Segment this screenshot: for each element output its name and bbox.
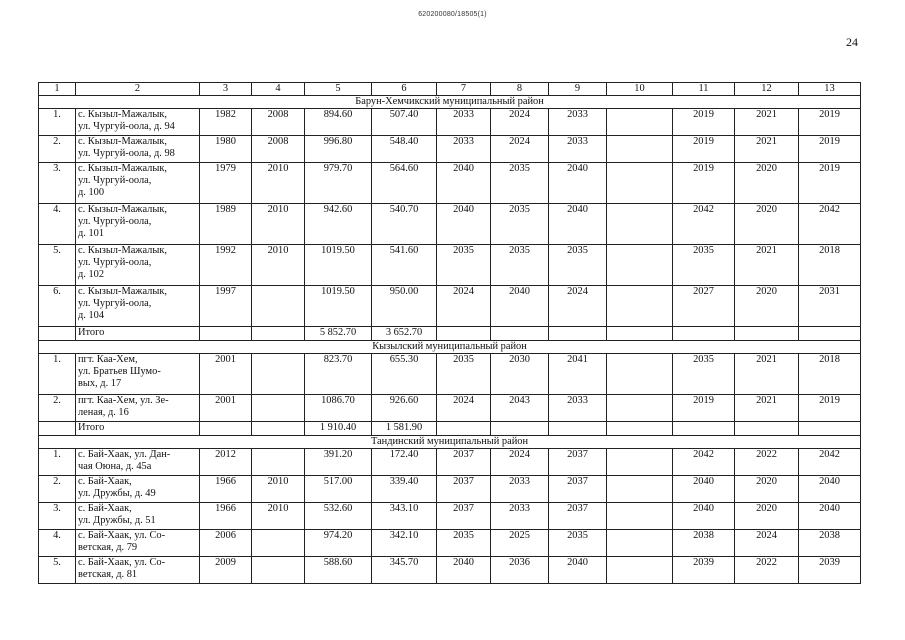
value-cell-c13: 2019 — [799, 136, 861, 163]
total-empty-cell — [39, 327, 76, 341]
value-cell-c6: 345.70 — [372, 557, 437, 584]
value-cell-c10 — [607, 136, 673, 163]
value-cell-c9: 2037 — [549, 476, 607, 503]
total-cell-c5: 5 852.70 — [305, 327, 372, 341]
total-cell-c9 — [549, 422, 607, 436]
total-empty-cell — [39, 422, 76, 436]
value-cell-c5: 517.00 — [305, 476, 372, 503]
value-cell-c8: 2024 — [491, 449, 549, 476]
section-title: Кызылский муниципальный район — [39, 341, 861, 354]
value-cell-c5: 1019.50 — [305, 286, 372, 327]
column-number-cell: 10 — [607, 83, 673, 96]
value-cell-c10 — [607, 449, 673, 476]
address-line: с. Бай-Хаак, — [78, 476, 132, 487]
value-cell-c11: 2042 — [673, 449, 735, 476]
row-number-cell: 1. — [39, 449, 76, 476]
housing-repair-table — [38, 82, 861, 584]
address-cell — [76, 109, 200, 136]
value-cell-c13: 2018 — [799, 245, 861, 286]
value-cell-c9: 2040 — [549, 204, 607, 245]
value-cell-c3: 1992 — [200, 245, 252, 286]
value-cell-c13: 2038 — [799, 530, 861, 557]
value-cell-c3: 2001 — [200, 354, 252, 395]
section-title: Тандинский муниципальный район — [39, 436, 861, 449]
value-cell-c4: 2010 — [252, 503, 305, 530]
value-cell-c12: 2020 — [735, 163, 799, 204]
value-cell-c8: 2025 — [491, 530, 549, 557]
total-cell-c11 — [673, 422, 735, 436]
address-line: ул. Дружбы, д. 49 — [78, 488, 156, 499]
address-line: с. Кызыл-Мажалык, — [78, 204, 167, 215]
value-cell-c12: 2022 — [735, 557, 799, 584]
document-id: 620200080/18505(1) — [418, 11, 487, 18]
value-cell-c8: 2043 — [491, 395, 549, 422]
total-cell-c11 — [673, 327, 735, 341]
value-cell-c3: 2001 — [200, 395, 252, 422]
address-cell — [76, 557, 200, 584]
value-cell-c8: 2024 — [491, 109, 549, 136]
row-number-cell: 3. — [39, 503, 76, 530]
value-cell-c4 — [252, 530, 305, 557]
value-cell-c4: 2010 — [252, 245, 305, 286]
column-number-cell: 4 — [252, 83, 305, 96]
value-cell-c7: 2040 — [437, 204, 491, 245]
value-cell-c4: 2010 — [252, 476, 305, 503]
table-row — [39, 204, 861, 245]
row-number-cell: 2. — [39, 395, 76, 422]
address-cell — [76, 354, 200, 395]
section-header-row — [39, 436, 861, 449]
value-cell-c10 — [607, 286, 673, 327]
table-row — [39, 286, 861, 327]
total-cell-c7 — [437, 422, 491, 436]
table-row — [39, 136, 861, 163]
value-cell-c3: 1979 — [200, 163, 252, 204]
value-cell-c10 — [607, 204, 673, 245]
total-cell-c10 — [607, 422, 673, 436]
value-cell-c11: 2027 — [673, 286, 735, 327]
value-cell-c4: 2010 — [252, 204, 305, 245]
value-cell-c4: 2008 — [252, 109, 305, 136]
address-line: с. Бай-Хаак, ул. Со- — [78, 530, 166, 541]
page-number: 24 — [846, 35, 858, 49]
value-cell-c10 — [607, 476, 673, 503]
row-number-cell: 2. — [39, 476, 76, 503]
value-cell-c7: 2024 — [437, 395, 491, 422]
table-row — [39, 395, 861, 422]
value-cell-c13: 2019 — [799, 163, 861, 204]
value-cell-c13: 2042 — [799, 449, 861, 476]
value-cell-c7: 2037 — [437, 476, 491, 503]
section-title: Барун-Хемчикский муниципальный район — [39, 96, 861, 109]
value-cell-c4 — [252, 557, 305, 584]
column-number-cell: 8 — [491, 83, 549, 96]
value-cell-c11: 2019 — [673, 163, 735, 204]
value-cell-c10 — [607, 530, 673, 557]
value-cell-c12: 2024 — [735, 530, 799, 557]
address-line: ветская, д. 79 — [78, 542, 138, 553]
value-cell-c7: 2035 — [437, 530, 491, 557]
value-cell-c6: 655.30 — [372, 354, 437, 395]
value-cell-c9: 2035 — [549, 530, 607, 557]
value-cell-c13: 2018 — [799, 354, 861, 395]
address-line: леная, д. 16 — [78, 407, 129, 418]
value-cell-c6: 540.70 — [372, 204, 437, 245]
value-cell-c12: 2021 — [735, 354, 799, 395]
value-cell-c9: 2033 — [549, 109, 607, 136]
total-cell-c4 — [252, 327, 305, 341]
address-cell — [76, 136, 200, 163]
value-cell-c12: 2021 — [735, 109, 799, 136]
column-number-cell: 1 — [39, 83, 76, 96]
value-cell-c3: 1966 — [200, 476, 252, 503]
value-cell-c5: 1086.70 — [305, 395, 372, 422]
address-line: пгт. Каа-Хем, ул. Зе- — [78, 395, 169, 406]
value-cell-c6: 342.10 — [372, 530, 437, 557]
column-number-cell: 5 — [305, 83, 372, 96]
value-cell-c11: 2042 — [673, 204, 735, 245]
address-cell — [76, 395, 200, 422]
address-line: чая Оюна, д. 45а — [78, 461, 152, 472]
value-cell-c12: 2020 — [735, 476, 799, 503]
value-cell-c13: 2039 — [799, 557, 861, 584]
value-cell-c5: 996.80 — [305, 136, 372, 163]
total-label: Итого — [76, 327, 200, 341]
total-label: Итого — [76, 422, 200, 436]
value-cell-c10 — [607, 245, 673, 286]
total-cell-c3 — [200, 327, 252, 341]
value-cell-c8: 2035 — [491, 163, 549, 204]
value-cell-c8: 2033 — [491, 476, 549, 503]
value-cell-c9: 2033 — [549, 395, 607, 422]
row-number-cell: 1. — [39, 109, 76, 136]
total-cell-c4 — [252, 422, 305, 436]
value-cell-c9: 2035 — [549, 245, 607, 286]
value-cell-c7: 2040 — [437, 163, 491, 204]
address-cell — [76, 476, 200, 503]
value-cell-c10 — [607, 503, 673, 530]
value-cell-c7: 2035 — [437, 245, 491, 286]
value-cell-c12: 2020 — [735, 503, 799, 530]
address-line: с. Бай-Хаак, ул. Дан- — [78, 449, 171, 460]
value-cell-c4 — [252, 354, 305, 395]
row-number-cell: 1. — [39, 354, 76, 395]
value-cell-c6: 564.60 — [372, 163, 437, 204]
address-line: ул. Чургуй-оола, — [78, 257, 152, 268]
value-cell-c8: 2040 — [491, 286, 549, 327]
row-number-cell: 5. — [39, 557, 76, 584]
total-cell-c8 — [491, 422, 549, 436]
value-cell-c5: 532.60 — [305, 503, 372, 530]
value-cell-c5: 894.60 — [305, 109, 372, 136]
row-number-cell: 4. — [39, 204, 76, 245]
value-cell-c12: 2020 — [735, 204, 799, 245]
value-cell-c8: 2035 — [491, 245, 549, 286]
value-cell-c4 — [252, 286, 305, 327]
address-line: ул. Братьев Шумо- — [78, 366, 161, 377]
total-cell-c7 — [437, 327, 491, 341]
value-cell-c11: 2019 — [673, 136, 735, 163]
address-line: с. Кызыл-Мажалык, — [78, 245, 167, 256]
value-cell-c11: 2035 — [673, 245, 735, 286]
value-cell-c8: 2035 — [491, 204, 549, 245]
value-cell-c11: 2019 — [673, 109, 735, 136]
address-line: ул. Чургуй-оола, д. 94 — [78, 121, 175, 132]
address-line: с. Бай-Хаак, — [78, 503, 132, 514]
column-number-cell: 2 — [76, 83, 200, 96]
value-cell-c4 — [252, 395, 305, 422]
value-cell-c12: 2020 — [735, 286, 799, 327]
column-number-cell: 3 — [200, 83, 252, 96]
total-cell-c6: 3 652.70 — [372, 327, 437, 341]
value-cell-c11: 2038 — [673, 530, 735, 557]
total-row — [39, 422, 861, 436]
value-cell-c13: 2019 — [799, 395, 861, 422]
value-cell-c7: 2035 — [437, 354, 491, 395]
value-cell-c6: 343.10 — [372, 503, 437, 530]
total-cell-c9 — [549, 327, 607, 341]
value-cell-c11: 2040 — [673, 503, 735, 530]
value-cell-c3: 1989 — [200, 204, 252, 245]
value-cell-c13: 2031 — [799, 286, 861, 327]
total-cell-c13 — [799, 422, 861, 436]
address-line: с. Кызыл-Мажалык, — [78, 286, 167, 297]
value-cell-c5: 942.60 — [305, 204, 372, 245]
value-cell-c11: 2035 — [673, 354, 735, 395]
address-line: ул. Дружбы, д. 51 — [78, 515, 156, 526]
value-cell-c5: 1019.50 — [305, 245, 372, 286]
row-number-cell: 2. — [39, 136, 76, 163]
row-number-cell: 4. — [39, 530, 76, 557]
value-cell-c7: 2024 — [437, 286, 491, 327]
value-cell-c13: 2042 — [799, 204, 861, 245]
table-row — [39, 557, 861, 584]
value-cell-c12: 2022 — [735, 449, 799, 476]
value-cell-c10 — [607, 557, 673, 584]
column-number-cell: 6 — [372, 83, 437, 96]
value-cell-c11: 2040 — [673, 476, 735, 503]
section-header-row — [39, 96, 861, 109]
value-cell-c8: 2024 — [491, 136, 549, 163]
table-row — [39, 245, 861, 286]
column-number-cell: 12 — [735, 83, 799, 96]
value-cell-c4 — [252, 449, 305, 476]
column-number-row — [39, 83, 861, 96]
value-cell-c8: 2030 — [491, 354, 549, 395]
column-number-cell: 11 — [673, 83, 735, 96]
table-row — [39, 503, 861, 530]
address-line: вых, д. 17 — [78, 378, 122, 389]
total-row — [39, 327, 861, 341]
value-cell-c4: 2008 — [252, 136, 305, 163]
value-cell-c3: 2012 — [200, 449, 252, 476]
total-cell-c5: 1 910.40 — [305, 422, 372, 436]
row-number-cell: 3. — [39, 163, 76, 204]
total-cell-c13 — [799, 327, 861, 341]
section-header-row — [39, 341, 861, 354]
total-cell-c12 — [735, 327, 799, 341]
total-cell-c12 — [735, 422, 799, 436]
value-cell-c7: 2040 — [437, 557, 491, 584]
value-cell-c8: 2033 — [491, 503, 549, 530]
address-line: пгт. Каа-Хем, — [78, 354, 138, 365]
value-cell-c13: 2040 — [799, 476, 861, 503]
value-cell-c5: 974.20 — [305, 530, 372, 557]
value-cell-c5: 979.70 — [305, 163, 372, 204]
value-cell-c10 — [607, 395, 673, 422]
value-cell-c9: 2040 — [549, 163, 607, 204]
address-line: ул. Чургуй-оола, — [78, 298, 152, 309]
row-number-cell: 5. — [39, 245, 76, 286]
value-cell-c6: 548.40 — [372, 136, 437, 163]
table-row — [39, 354, 861, 395]
value-cell-c12: 2021 — [735, 245, 799, 286]
address-line: с. Кызыл-Мажалык, — [78, 163, 167, 174]
value-cell-c9: 2040 — [549, 557, 607, 584]
value-cell-c5: 823.70 — [305, 354, 372, 395]
value-cell-c8: 2036 — [491, 557, 549, 584]
value-cell-c3: 1966 — [200, 503, 252, 530]
value-cell-c3: 1982 — [200, 109, 252, 136]
total-cell-c3 — [200, 422, 252, 436]
value-cell-c6: 507.40 — [372, 109, 437, 136]
address-cell — [76, 245, 200, 286]
address-cell — [76, 204, 200, 245]
address-line: д. 102 — [78, 269, 105, 280]
column-number-cell: 9 — [549, 83, 607, 96]
value-cell-c6: 172.40 — [372, 449, 437, 476]
address-cell — [76, 163, 200, 204]
address-line: с. Бай-Хаак, ул. Со- — [78, 557, 166, 568]
value-cell-c3: 2006 — [200, 530, 252, 557]
table-row — [39, 163, 861, 204]
table-row — [39, 530, 861, 557]
value-cell-c3: 1997 — [200, 286, 252, 327]
address-line: д. 100 — [78, 187, 105, 198]
value-cell-c13: 2040 — [799, 503, 861, 530]
value-cell-c4: 2010 — [252, 163, 305, 204]
value-cell-c7: 2033 — [437, 109, 491, 136]
address-line: ул. Чургуй-оола, д. 98 — [78, 148, 175, 159]
value-cell-c12: 2021 — [735, 395, 799, 422]
address-line: д. 104 — [78, 310, 105, 321]
address-cell — [76, 530, 200, 557]
value-cell-c12: 2021 — [735, 136, 799, 163]
value-cell-c9: 2033 — [549, 136, 607, 163]
address-line: д. 101 — [78, 228, 105, 239]
table-row — [39, 109, 861, 136]
address-cell — [76, 503, 200, 530]
address-cell — [76, 286, 200, 327]
address-line: с. Кызыл-Мажалык, — [78, 109, 167, 120]
value-cell-c3: 1980 — [200, 136, 252, 163]
column-number-cell: 7 — [437, 83, 491, 96]
address-cell — [76, 449, 200, 476]
value-cell-c9: 2037 — [549, 503, 607, 530]
value-cell-c10 — [607, 354, 673, 395]
value-cell-c7: 2037 — [437, 503, 491, 530]
value-cell-c9: 2024 — [549, 286, 607, 327]
value-cell-c7: 2033 — [437, 136, 491, 163]
row-number-cell: 6. — [39, 286, 76, 327]
value-cell-c5: 588.60 — [305, 557, 372, 584]
value-cell-c9: 2037 — [549, 449, 607, 476]
value-cell-c6: 926.60 — [372, 395, 437, 422]
value-cell-c7: 2037 — [437, 449, 491, 476]
address-line: с. Кызыл-Мажалык, — [78, 136, 167, 147]
value-cell-c5: 391.20 — [305, 449, 372, 476]
column-number-cell: 13 — [799, 83, 861, 96]
value-cell-c6: 541.60 — [372, 245, 437, 286]
address-line: ветская, д. 81 — [78, 569, 138, 580]
value-cell-c3: 2009 — [200, 557, 252, 584]
value-cell-c10 — [607, 109, 673, 136]
address-line: ул. Чургуй-оола, — [78, 175, 152, 186]
total-cell-c8 — [491, 327, 549, 341]
value-cell-c6: 950.00 — [372, 286, 437, 327]
table-row — [39, 449, 861, 476]
value-cell-c10 — [607, 163, 673, 204]
value-cell-c11: 2019 — [673, 395, 735, 422]
address-line: ул. Чургуй-оола, — [78, 216, 152, 227]
total-cell-c10 — [607, 327, 673, 341]
total-cell-c6: 1 581.90 — [372, 422, 437, 436]
value-cell-c6: 339.40 — [372, 476, 437, 503]
value-cell-c9: 2041 — [549, 354, 607, 395]
value-cell-c11: 2039 — [673, 557, 735, 584]
table-row — [39, 476, 861, 503]
value-cell-c13: 2019 — [799, 109, 861, 136]
